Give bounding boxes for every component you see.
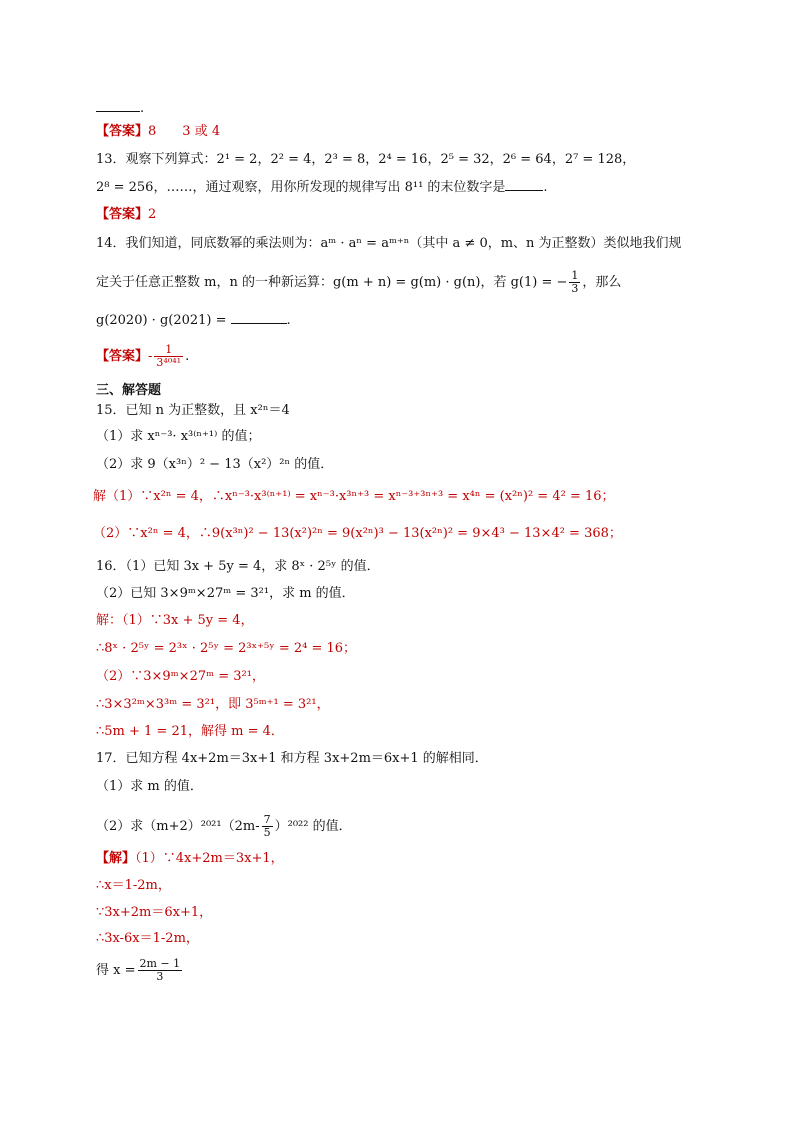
question-15-part-2: （2）求 9（x³ⁿ）² − 13（x²）²ⁿ 的值． (96, 457, 334, 472)
solution-15-part-2: （2）∵x²ⁿ = 4，∴9(x³ⁿ)² − 13(x²)²ⁿ = 9(x²ⁿ)³ − 13(x²ⁿ)² = 9×4³ − 13×4² = 368； (93, 526, 622, 541)
solution-16-line-2: ∴8ˣ · 2⁵ʸ = 2³ˣ · 2⁵ʸ = 2³ˣ⁺⁵ʸ = 2⁴ = 16； (96, 641, 357, 656)
question-15-part-1: （1）求 xⁿ⁻³· x³⁽ⁿ⁺¹⁾ 的值； (96, 429, 261, 444)
fraction-solution-17: $\frac{2m - 1}{3}$ (139, 957, 181, 983)
fraction-answer-14: $\frac{1}{\text{3⁴⁰⁴¹}}$ (156, 343, 182, 369)
question-16-part-2: （2）已知 3×9ᵐ×27ᵐ = 3²¹，求 m 的值． (96, 586, 355, 601)
question-14-line-3: g(2020) · g(2021) = . (96, 313, 291, 328)
question-16-part-1: 16．（1）已知 3x + 5y = 4，求 8ˣ · 2⁵ʸ 的值． (96, 559, 380, 574)
solution-15-part-1: 解（1）∵x²ⁿ = 4，∴xⁿ⁻³·x³⁽ⁿ⁺¹⁾ = xⁿ⁻³·x³ⁿ⁺³ = xⁿ⁻³⁺³ⁿ⁺³ = x⁴ⁿ = (x²ⁿ)² = 4² = 16； (93, 489, 615, 504)
question-13-line-1: 13．观察下列算式：2¹ = 2，2² = 4，2³ = 8，2⁴ = 16，2⁵ = 32，2⁶ = 64，2⁷ = 128， (96, 152, 636, 167)
question-14-line-2: 定关于任意正整数 m，n 的一种新运算：g(m + n) = g(m) · g(n)，若 g(1) = − $\frac{1}{3}$ ，那么 (96, 269, 622, 295)
question-17-part-1: （1）求 m 的值． (96, 779, 203, 794)
solution-17-line-3: ∵3x+2m＝6x+1， (96, 905, 213, 920)
question-15: 15．已知 n 为正整数，且 x²ⁿ＝4 (96, 403, 290, 418)
answer-13: 【答案】2 (96, 207, 157, 222)
solution-16-line-3: （2）∵3×9ᵐ×27ᵐ = 3²¹， (96, 669, 265, 684)
solution-16-line-5: ∴5m + 1 = 21，解得 m = 4． (96, 724, 284, 739)
solution-16-line-1: 解：（1）∵3x + 5y = 4， (96, 613, 254, 628)
answer-blank (505, 178, 543, 191)
answer-blank (231, 311, 287, 324)
answer-blank (96, 99, 140, 112)
solution-17-line-5: 得 x = $\frac{2m - 1}{3}$ (96, 957, 181, 983)
answer-blank-line: . (96, 99, 144, 118)
solution-17-line-1: 【解】（1）∵4x+2m＝3x+1， (96, 851, 284, 866)
solution-16-line-4: ∴3×3²ᵐ×3³ᵐ = 3²¹，即 3⁵ᵐ⁺¹ = 3²¹， (96, 697, 330, 712)
answer-14: 【答案】- $\frac{1}{\text{3⁴⁰⁴¹}}$ . (96, 343, 190, 369)
question-17-part-2: （2）求（m+2）²⁰²¹（2m- $\frac{7}{5}$ ）²⁰²² 的值． (96, 813, 352, 839)
section-heading: 三、解答题 (96, 383, 162, 398)
question-13-line-2: 2⁸ = 256，……，通过观察，用你所发现的规律写出 8¹¹ 的末位数字是 . (96, 180, 548, 195)
answer-12: 【答案】8 3 或 4 (96, 124, 221, 139)
fraction-seven-fifths: $\frac{7}{5}$ (263, 813, 271, 839)
solution-17-line-2: ∴x＝1-2m， (96, 878, 171, 893)
fraction-one-third: $\frac{1}{3}$ (571, 269, 579, 295)
solution-17-line-4: ∴3x-6x＝1-2m， (96, 931, 199, 946)
question-14-line-1: 14．我们知道，同底数幂的乘法则为：aᵐ · aⁿ = aᵐ⁺ⁿ（其中 a ≠ 0，m、n 为正整数）类似地我们规 (96, 236, 682, 251)
question-17: 17．已知方程 4x+2m＝3x+1 和方程 3x+2m＝6x+1 的解相同． (96, 751, 488, 766)
